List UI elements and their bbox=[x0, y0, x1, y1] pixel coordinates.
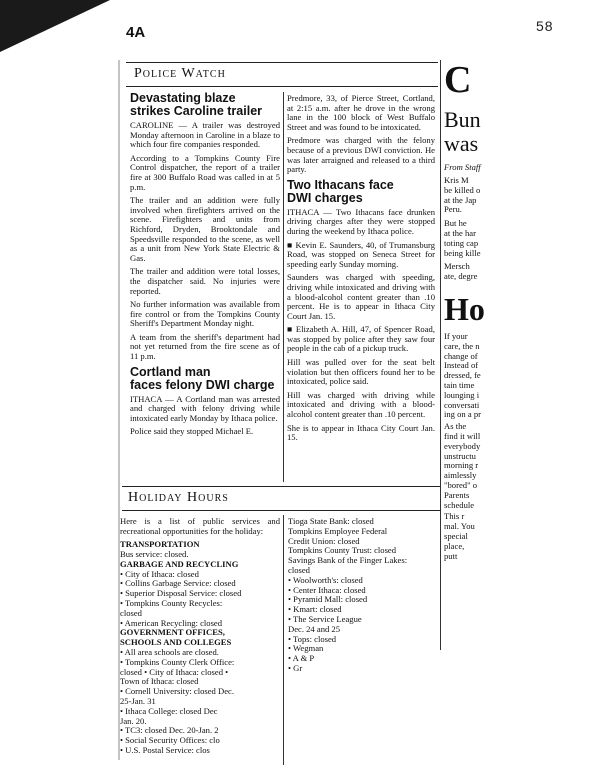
list-line: toting cap bbox=[444, 237, 479, 248]
list-line: • Collins Garbage Service: closed bbox=[120, 578, 236, 589]
headline-dwi-2: faces felony DWI charge bbox=[130, 377, 275, 392]
list-line: at the har bbox=[444, 227, 476, 238]
paragraph: Predmore, 33, of Pierce Street, Cortland, at 2:15 a.m. after he drove in the wrong lane in the 100 block of West Buffalo Street and was found to be intoxicated. bbox=[287, 93, 435, 132]
list-line: • All area schools are closed. bbox=[120, 646, 219, 657]
list-line: GOVERNMENT OFFICES, bbox=[120, 627, 225, 638]
adjacent-paragraph-2 bbox=[444, 219, 520, 258]
police-watch-rule bbox=[126, 62, 438, 63]
paragraph: Police said they stopped Michael E. bbox=[130, 426, 254, 437]
list-line: ate, degre bbox=[444, 271, 478, 282]
adjacent-paragraph-5 bbox=[444, 422, 520, 510]
list-line: • Cornell University: closed Dec. bbox=[120, 686, 234, 697]
headline-ithacans-2: DWI charges bbox=[287, 190, 363, 205]
holiday-right-list bbox=[288, 517, 438, 674]
adjacent-article bbox=[444, 60, 520, 660]
list-line: TRANSPORTATION bbox=[120, 539, 200, 550]
list-line: • Superior Disposal Service: closed bbox=[120, 588, 242, 599]
adjacent-byline: From Staff bbox=[444, 162, 481, 172]
list-line: Parents bbox=[444, 489, 470, 500]
list-line: Tompkins Employee Federal bbox=[288, 525, 388, 536]
list-line: This r bbox=[444, 511, 465, 522]
adjacent-paragraph-4 bbox=[444, 332, 520, 420]
list-line: being kille bbox=[444, 247, 481, 258]
list-line: Instead of bbox=[444, 360, 479, 371]
list-line: closed bbox=[288, 564, 310, 575]
paragraph: She is to appear in Ithaca City Court Jan. 15. bbox=[287, 422, 435, 443]
paragraph: Saunders was charged with speeding, driving while intoxicated and driving with a blood-alcohol content greater than .10 percent. He is to appear in Ithaca City Court Jan. 15. bbox=[287, 272, 435, 321]
holiday-column-1 bbox=[120, 517, 280, 756]
headline-blaze-1: Devastating blaze bbox=[130, 91, 236, 105]
column-divider bbox=[283, 92, 284, 482]
page-column-divider bbox=[440, 60, 441, 650]
list-line: Jan. 20. bbox=[120, 715, 147, 726]
adjacent-paragraph-6 bbox=[444, 512, 520, 561]
section-label: 4A bbox=[126, 24, 146, 41]
list-line: • Center Ithaca: closed bbox=[288, 584, 366, 595]
list-line: • Kmart: closed bbox=[288, 604, 342, 615]
list-line: Dec. 24 and 25 bbox=[288, 623, 341, 634]
list-line: Kris M bbox=[444, 175, 469, 185]
paragraph: The trailer and an addition were fully involved when firefighters arrived on the scene. Firefighters and units from Richford, Dryden, Brooktondale and Speedsville responded to the scene, as well as a unit from New York State Electric & Gas. bbox=[130, 195, 280, 263]
list-line: place, bbox=[444, 540, 465, 551]
list-line: aimlessly bbox=[444, 470, 477, 481]
list-line: • A & P bbox=[288, 653, 315, 664]
holiday-column-2 bbox=[288, 517, 438, 674]
list-line: If your bbox=[444, 330, 468, 341]
list-line: special bbox=[444, 530, 468, 541]
list-line: care, the n bbox=[444, 340, 480, 351]
list-line: Tioga State Bank: closed bbox=[288, 516, 374, 526]
list-line: • Woolworth's: closed bbox=[288, 574, 363, 585]
holiday-left-list bbox=[120, 540, 280, 756]
holiday-rule bbox=[122, 486, 440, 487]
list-line: Tompkins County Trust: closed bbox=[288, 545, 397, 556]
list-line: Peru. bbox=[444, 204, 462, 215]
list-line: closed bbox=[120, 607, 142, 618]
list-line: dressed, fe bbox=[444, 370, 481, 381]
list-line: • Wegman bbox=[288, 643, 324, 654]
article-cortland-continued bbox=[287, 94, 435, 175]
headline-dwi-1: Cortland man bbox=[130, 364, 211, 379]
list-line: Savings Bank of the Finger Lakes: bbox=[288, 555, 408, 566]
police-column-2 bbox=[287, 94, 435, 447]
paragraph: CAROLINE — A trailer was destroyed Monday afternoon in Caroline in a blaze to which four fire companies responded. bbox=[130, 120, 280, 150]
holiday-column-divider bbox=[283, 515, 284, 765]
list-line: change of bbox=[444, 350, 478, 361]
adjacent-paragraph-3 bbox=[444, 262, 520, 282]
list-line: GARBAGE AND RECYCLING bbox=[120, 558, 239, 569]
list-line: • Gr bbox=[288, 662, 303, 673]
list-line: • Social Security Offices: clo bbox=[120, 735, 220, 746]
list-line: be killed o bbox=[444, 184, 481, 195]
list-line: SCHOOLS AND COLLEGES bbox=[120, 637, 232, 648]
paragraph: ITHACA — Two Ithacans face drunken driving charges after they were stopped during the weekend by Ithaca police. bbox=[287, 206, 435, 236]
list-line: • U.S. Postal Service: clos bbox=[120, 744, 210, 755]
page-number: 58 bbox=[536, 18, 554, 34]
list-line: • Pyramid Mall: closed bbox=[288, 594, 368, 605]
adjacent-headline-4: Ho bbox=[444, 290, 485, 327]
paragraph: According to a Tompkins County Fire Control dispatcher, the report of a trailer fire at 300 Buffalo Road was called in at 5 p.m. bbox=[130, 152, 280, 192]
list-line: Town of Ithaca: closed bbox=[120, 676, 199, 687]
list-line: • The Service League bbox=[288, 613, 362, 624]
list-line: But he bbox=[444, 218, 467, 229]
list-line: find it will bbox=[444, 430, 481, 441]
police-watch-rule-bottom bbox=[126, 86, 438, 87]
list-line: As the bbox=[444, 421, 467, 432]
list-line: conversati bbox=[444, 399, 480, 410]
list-line: 25-Jan. 31 bbox=[120, 695, 156, 706]
adjacent-headline-1: C bbox=[444, 60, 472, 101]
list-line: lounging i bbox=[444, 389, 480, 400]
list-line: • Tompkins County Clerk Office: bbox=[120, 656, 235, 667]
paragraph: A team from the sheriff's department had not yet returned from the fire scene as of 11 p.m. bbox=[130, 331, 280, 362]
list-line: everybody bbox=[444, 440, 481, 451]
holiday-header: Holiday Hours bbox=[128, 490, 229, 505]
scan-corner-mark bbox=[0, 0, 110, 52]
holiday-intro: Here is a list of public services and recreational opportunities for the holiday: bbox=[120, 516, 280, 536]
holiday-rule-bottom bbox=[122, 510, 440, 511]
list-line: Bus service: closed. bbox=[120, 548, 189, 559]
list-line: ing on a pr bbox=[444, 409, 481, 420]
list-line: • American Recycling: closed bbox=[120, 617, 223, 628]
list-line: • TC3: closed Dec. 20-Jan. 2 bbox=[120, 725, 219, 736]
paragraph: ITHACA — A Cortland man was arrested and charged with felony driving while intoxicated early Monday by Ithaca police. bbox=[130, 393, 280, 423]
list-line: • Tompkins County Recycles: bbox=[120, 597, 223, 608]
headline-ithacans-1: Two Ithacans face bbox=[287, 177, 394, 192]
article-blaze-body bbox=[130, 121, 280, 362]
list-line: Mersch bbox=[444, 261, 470, 272]
police-column-1 bbox=[130, 92, 280, 441]
list-line: putt bbox=[444, 550, 458, 561]
list-line: tain time bbox=[444, 379, 475, 390]
paragraph: Hill was pulled over for the seat belt violation but then officers found her to be intoxicated, police said. bbox=[287, 357, 435, 387]
paragraph: ■ Elizabeth A. Hill, 47, of Spencer Road, was stopped by police after they saw four people in the cab of a pickup truck. bbox=[287, 324, 435, 354]
paragraph: Predmore was charged with the felony because of a previous DWI conviction. He was later arraigned and released to a third party. bbox=[287, 135, 435, 175]
paragraph: No further information was available from fire control or from the Tompkins County Sheriff's Department Monday night. bbox=[130, 299, 280, 329]
adjacent-headline-3: was bbox=[444, 131, 479, 156]
adjacent-headline-2: Bun bbox=[444, 107, 481, 132]
list-line: at the Jap bbox=[444, 194, 477, 205]
list-line: closed • City of Ithaca: closed • bbox=[120, 666, 229, 677]
list-line: unstructu bbox=[444, 450, 476, 461]
list-line: mal. You bbox=[444, 521, 475, 532]
list-line: schedule bbox=[444, 499, 475, 510]
adjacent-paragraph-1 bbox=[444, 176, 520, 215]
list-line: morning r bbox=[444, 460, 479, 471]
list-line: "bored" o bbox=[444, 479, 478, 490]
paragraph: Hill was charged with driving while intoxicated and driving with a blood-alcohol content greater than .10 percent. bbox=[287, 389, 435, 420]
list-line: • Ithaca College: closed Dec bbox=[120, 705, 218, 716]
list-line: Credit Union: closed bbox=[288, 535, 360, 546]
article-ithacans-body bbox=[287, 208, 435, 443]
police-watch-header: Police Watch bbox=[134, 66, 226, 81]
article-cortland-body bbox=[130, 395, 280, 437]
list-line: • City of Ithaca: closed bbox=[120, 568, 199, 579]
headline-blaze-2: strikes Caroline trailer bbox=[130, 104, 263, 118]
paragraph: The trailer and addition were total losses, the dispatcher said. No injuries were reported. bbox=[130, 266, 280, 296]
paragraph: ■ Kevin E. Saunders, 40, of Trumansburg Road, was stopped on Seneca Street for speeding early Sunday morning. bbox=[287, 239, 435, 269]
list-line: • Tops: closed bbox=[288, 633, 337, 644]
